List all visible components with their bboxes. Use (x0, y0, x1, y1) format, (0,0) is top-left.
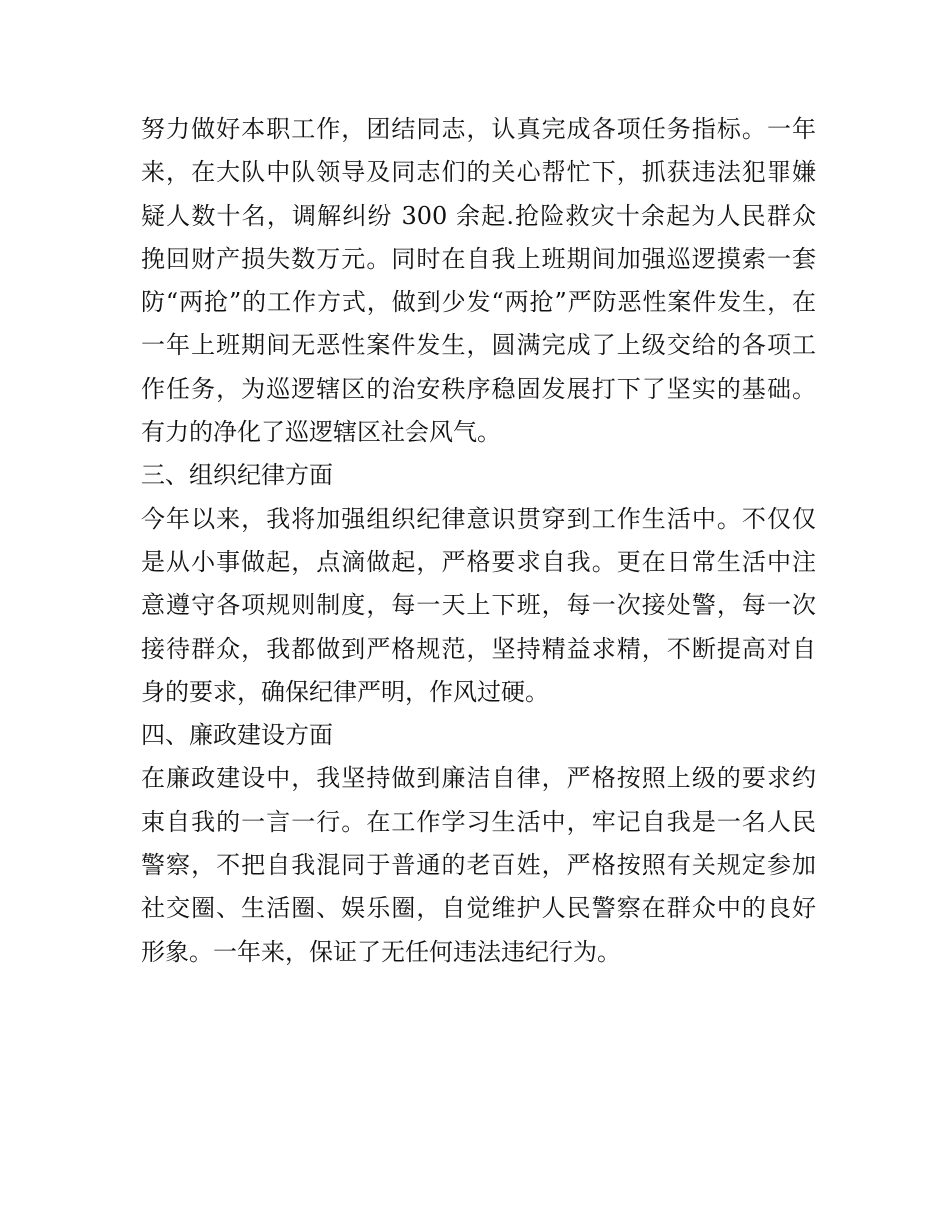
paragraph-line: 意遵守各项规则制度，每一天上下班，每一次接处警，每一次 (141, 591, 816, 620)
document-body (141, 108, 816, 974)
paragraph-line: 束自我的一言一行。在工作学习生活中，牢记自我是一名人民 (141, 807, 816, 836)
section-heading: 四、廉政建设方面 (141, 721, 333, 750)
paragraph-line: 作任务，为巡逻辖区的治安秩序稳固发展打下了坚实的基础。 (141, 374, 816, 403)
paragraph-line: 一年上班期间无恶性案件发生，圆满完成了上级交给的各项工 (141, 331, 816, 360)
paragraph-line: 身的要求，确保纪律严明，作风过硬。 (141, 677, 549, 706)
paragraph-line: 警察，不把自我混同于普通的老百姓，严格按照有关规定参加 (141, 851, 816, 880)
paragraph-line: 防“两抢”的工作方式，做到少发“两抢”严防恶性案件发生，在 (141, 288, 816, 317)
paragraph-line: 来，在大队中队领导及同志们的关心帮忙下，抓获违法犯罪嫌 (141, 158, 816, 187)
section-heading: 三、组织纪律方面 (141, 461, 333, 490)
paragraph-line: 接待群众，我都做到严格规范，坚持精益求精，不断提高对自 (141, 634, 816, 663)
paragraph-line: 疑人数十名，调解纠纷 300 余起.抢险救灾十余起为人民群众 (141, 201, 816, 230)
paragraph-line: 挽回财产损失数万元。同时在自我上班期间加强巡逻摸索一套 (141, 244, 816, 273)
paragraph-line: 在廉政建设中，我坚持做到廉洁自律，严格按照上级的要求约 (141, 764, 816, 793)
paragraph-line: 社交圈、生活圈、娱乐圈，自觉维护人民警察在群众中的良好 (141, 894, 816, 923)
paragraph-line: 今年以来，我将加强组织纪律意识贯穿到工作生活中。不仅仅 (141, 504, 816, 533)
paragraph-line: 是从小事做起，点滴做起，严格要求自我。更在日常生活中注 (141, 547, 816, 576)
paragraph-line: 有力的净化了巡逻辖区社会风气。 (141, 418, 501, 447)
paragraph-line: 形象。一年来，保证了无任何违法违纪行为。 (141, 937, 621, 966)
paragraph-line: 努力做好本职工作，团结同志，认真完成各项任务指标。一年 (141, 115, 816, 143)
